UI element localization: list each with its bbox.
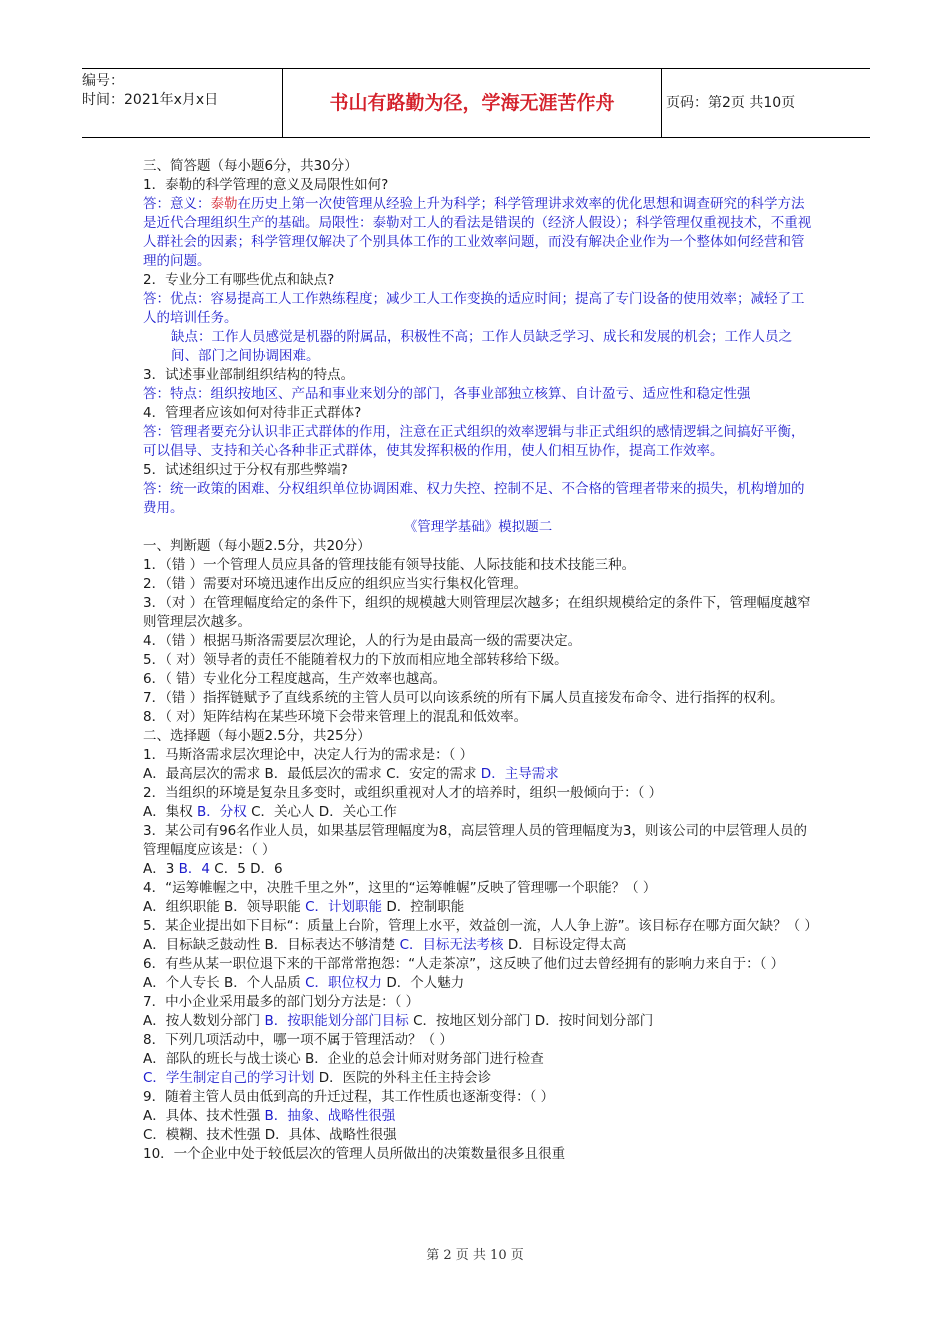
correct-option: C．学生制定自己的学习计划: [143, 1070, 315, 1086]
question: 3．试述事业部制组织结构的特点。: [143, 367, 355, 383]
header-left: [82, 69, 282, 140]
question: 4．管理者应该如何对待非正式群体?: [143, 405, 362, 421]
option-text: C．5 D．6: [209, 861, 283, 877]
judgment-item: 1．（错 ）一个管理人员应具备的管理技能有领导技能、人际技能和技术技能三种。: [143, 557, 636, 573]
option-text: D．医院的外科主任主持会诊: [314, 1070, 492, 1086]
page-header: [82, 68, 870, 138]
option-text: C．关心人 D．关心工作: [246, 804, 397, 820]
option-text: A．集权: [143, 804, 198, 820]
choice-question: 7．中小企业采用最多的部门划分方法是：（ ）: [143, 994, 420, 1010]
header-page-info: 页码：第2页 共10页: [666, 95, 796, 111]
correct-option: C．职位权力: [305, 975, 383, 991]
choice-options: C．模糊、技术性强 D．具体、战略性很强: [143, 1127, 397, 1143]
option-text: D．目标设定得太高: [503, 937, 627, 953]
question: 5．试述组织过于分权有那些弊端?: [143, 462, 348, 478]
answer-text: 在历史上第一次使管理从经验上升为科学；科学管理讲求效率的优化思想和调查研究的科学方法是近代合理组织生产的基础。局限性：泰勒对工人的看法是错误的（经济人假设）；科学管理仅重视技术，不重视人群社会的因素；科学管理仅解决了个别具体工作的工业效率问题，而没有解决企业作为一个整体如何经营和管理的问题。: [143, 196, 812, 269]
judgment-item: 6．（ 错）专业化分工程度越高，生产效率也越高。: [143, 671, 447, 687]
page-footer: 第 2 页 共 10 页: [426, 1248, 524, 1263]
correct-option: B．分权: [197, 804, 247, 820]
choice-question: 9．随着主管人员由低到高的升迁过程，其工作性质也逐渐变得：（ ）: [143, 1089, 555, 1105]
choice-options: [143, 803, 813, 822]
option-text: A．最高层次的需求 B．最低层次的需求 C．安定的需求: [143, 766, 481, 782]
choice-question: 6．有些从某一职位退下来的干部常常抱怨：“人走茶凉”，这反映了他们过去曾经拥有的影响力来自于：（ ）: [143, 956, 785, 972]
correct-option: D．主导需求: [480, 766, 559, 782]
correct-option: B．4: [178, 861, 210, 877]
choice-options: [143, 765, 813, 784]
choice-options: [143, 1069, 813, 1088]
option-text: D．个人魅力: [382, 975, 465, 991]
question: 2．专业分工有哪些优点和缺点?: [143, 272, 335, 288]
time-label: 时间：2021年x月x日: [82, 92, 219, 108]
answer-highlight: 泰勒: [210, 196, 238, 212]
option-text: D．控制职能: [382, 899, 465, 915]
choice-options: A．部队的班长与战士谈心 B．企业的总会计师对财务部门进行检查: [143, 1051, 544, 1067]
choice-options: [143, 860, 813, 879]
answer: 答：特点：组织按地区、产品和事业来划分的部门，各事业部独立核算、自计盈亏、适应性和稳定性强: [143, 386, 751, 402]
option-text: A．个人专长 B．个人品质: [143, 975, 306, 991]
judgment-item: 4．（错 ）根据马斯洛需要层次理论，人的行为是由最高一级的需要决定。: [143, 633, 582, 649]
judgment-item: 5．（ 对）领导者的责任不能随着权力的下放而相应地全部转移给下级。: [143, 652, 568, 668]
choice-options: [143, 936, 813, 955]
choice-question: 8．下列几项活动中，哪一项不属于管理活动？（ ）: [143, 1032, 453, 1048]
choice-question: 3．某公司有96名作业人员，如果基层管理幅度为8，高层管理人员的管理幅度为3，则该公司的中层管理人员的管理幅度应该是：（ ）: [143, 823, 807, 858]
judgment-item: 2．（错 ）需要对环境迅速作出反应的组织应当实行集权化管理。: [143, 576, 528, 592]
option-text: A．3: [143, 861, 179, 877]
answer: [143, 195, 813, 271]
section-title: 三、简答题（每小题6分，共30分）: [143, 158, 358, 174]
answer: 缺点：工作人员感觉是机器的附属品，积极性不高；工作人员缺乏学习、成长和发展的机会；工作人员之间、部门之间协调困难。: [171, 329, 792, 364]
correct-option: B．抽象、战略性很强: [264, 1108, 396, 1124]
answer: 答：管理者要充分认识非正式群体的作用，注意在正式组织的效率逻辑与非正式组织的感情逻辑之间搞好平衡，可以倡导、支持和关心各种非正式群体，使其发挥积极的作用，使人们相互协作，提高工作效率。: [143, 424, 805, 459]
correct-option: C．计划职能: [305, 899, 383, 915]
header-motto: 书山有路勤为径，学海无涯苦作舟: [282, 69, 662, 137]
exam-title: 《管理学基础》模拟题二: [403, 519, 553, 535]
option-text: A．具体、技术性强: [143, 1108, 265, 1124]
choice-question: 5．某企业提出如下目标“：质量上台阶，管理上水平，效益创一流，人人争上游”。该目标存在哪方面欠缺？（ ）: [143, 918, 818, 934]
document-body: [143, 157, 818, 1164]
option-text: A．按人数划分部门: [143, 1013, 265, 1029]
option-text: C．按地区划分部门 D．按时间划分部门: [408, 1013, 654, 1029]
correct-option: B．按职能划分部门目标: [264, 1013, 409, 1029]
choice-options: [143, 898, 813, 917]
question: 1．泰勒的科学管理的意义及局限性如何?: [143, 177, 389, 193]
choice-options: [143, 1107, 813, 1126]
section-title: 一、判断题（每小题2.5分，共20分）: [143, 538, 371, 554]
answer-prefix: 答：意义：: [143, 196, 211, 212]
judgment-item: 8．（ 对）矩阵结构在某些环境下会带来管理上的混乱和低效率。: [143, 709, 528, 725]
option-text: A．组织职能 B．领导职能: [143, 899, 306, 915]
choice-question: 10．一个企业中处于较低层次的管理人员所做出的决策数量很多且很重: [143, 1146, 566, 1162]
judgment-item: 3．（对 ）在管理幅度给定的条件下，组织的规模越大则管理层次越多；在组织规模给定的条件下，管理幅度越窄则管理层次越多。: [143, 595, 811, 630]
section-title: 二、选择题（每小题2.5分，共25分）: [143, 728, 371, 744]
judgment-item: 7．（错 ）指挥链赋予了直线系统的主管人员可以向该系统的所有下属人员直接发布命令、进行指挥的权利。: [143, 690, 784, 706]
choice-options: [143, 1012, 813, 1031]
choice-options: [143, 974, 813, 993]
answer: 答：统一政策的困难、分权组织单位协调困难、权力失控、控制不足、不合格的管理者带来的损失，机构增加的费用。: [143, 481, 805, 516]
answer: 答：优点：容易提高工人工作熟练程度；减少工人工作变换的适应时间；提高了专门设备的使用效率；减轻了工人的培训任务。: [143, 291, 805, 326]
choice-question: 2．当组织的环境是复杂且多变时，或组织重视对人才的培养时，组织一般倾向于：（ ）: [143, 785, 663, 801]
option-text: A．目标缺乏鼓动性 B．目标表达不够清楚: [143, 937, 400, 953]
code-label: 编号：: [82, 73, 124, 89]
choice-question: 4．“运筹帷幄之中，决胜千里之外”，这里的“运筹帷幄”反映了管理哪一个职能？（ ）: [143, 880, 657, 896]
choice-question: 1．马斯洛需求层次理论中，决定人行为的需求是：（ ）: [143, 747, 474, 763]
correct-option: C．目标无法考核: [399, 937, 504, 953]
